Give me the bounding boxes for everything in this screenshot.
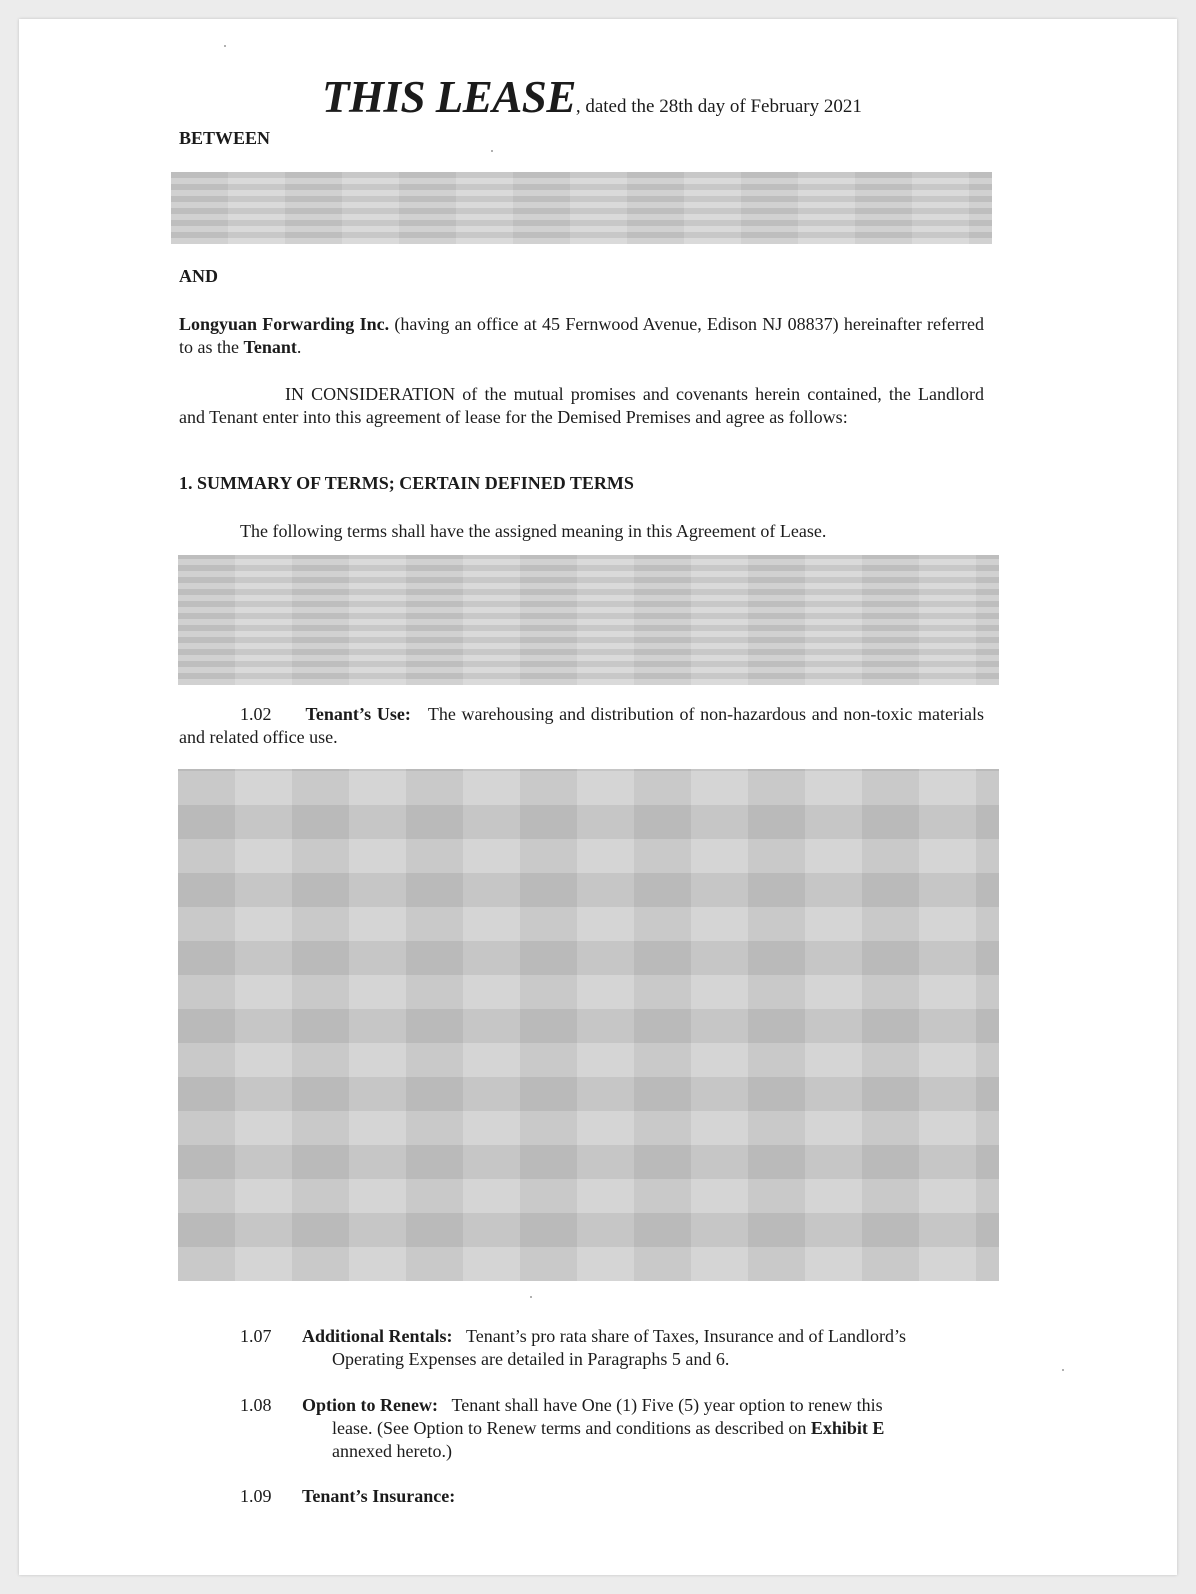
lease-title-main: THIS LEASE [322,72,576,122]
item-1-08-exhibit: Exhibit E [810,1418,885,1438]
tenant-description: (having an office at 45 Fernwood Avenue, Edison NJ 08837) hereinafter referred to as the [179,314,984,357]
and-label: AND [179,266,218,286]
item-1-07-text-line2: Operating Expenses are detailed in Paragraphs 5 and 6. [332,1349,730,1369]
section-1-intro: The following terms shall have the assigned meaning in this Agreement of Lease. [240,521,827,541]
item-1-09 [240,1485,985,1511]
document-page [19,19,1177,1575]
tenant-paragraph [179,313,984,359]
item-1-02-number: 1.02 [240,704,272,724]
item-1-08-number: 1.08 [240,1395,272,1415]
redacted-terms-block-2 [178,769,999,1281]
item-1-07-text-line1: Tenant’s pro rata share of Taxes, Insurance and of Landlord’s [466,1326,907,1346]
scan-speck [224,45,226,47]
item-1-02-text: The warehousing and distribution of non-hazardous and non-toxic materials and related office use. [179,704,984,747]
item-1-08-text-line3: annexed hereto.) [332,1441,452,1461]
item-1-09-number: 1.09 [240,1486,272,1506]
section-1-heading: 1. SUMMARY OF TERMS; CERTAIN DEFINED TERMS [179,473,634,493]
tenant-paragraph-end: . [296,337,302,357]
scan-speck [530,1296,532,1298]
item-1-07-number: 1.07 [240,1326,272,1346]
redacted-landlord-block [171,172,992,244]
item-1-02 [179,703,984,749]
item-1-08-label: Option to Renew: [302,1395,438,1415]
item-1-08-body [302,1394,985,1463]
tenant-name: Longyuan Forwarding Inc. [179,314,390,334]
item-1-07-label: Additional Rentals: [302,1326,453,1346]
item-1-08-text-line1: Tenant shall have One (1) Five (5) year option to renew this [451,1395,883,1415]
item-1-07-body [302,1325,985,1371]
item-1-09-body [302,1485,985,1508]
scan-speck [1062,1369,1064,1371]
item-1-02-label: Tenant’s Use: [305,704,411,724]
lease-title [322,71,862,123]
item-1-08-text-line2-wrap [302,1417,985,1440]
item-1-07 [240,1325,985,1375]
item-1-09-label: Tenant’s Insurance: [302,1486,456,1506]
consideration-paragraph: IN CONSIDERATION of the mutual promises and covenants herein contained, the Landlord and Tenant enter into this agreement of lease for the Demised Premises and agree as follows: [179,384,984,427]
scan-speck [491,150,493,152]
between-label: BETWEEN [179,128,271,148]
item-1-08 [240,1394,985,1466]
redacted-terms-block-1 [178,555,999,685]
tenant-term: Tenant [243,337,297,357]
item-1-08-text-line2: lease. (See Option to Renew terms and conditions as described on [332,1418,811,1438]
lease-date: , dated the 28th day of February 2021 [575,96,862,117]
